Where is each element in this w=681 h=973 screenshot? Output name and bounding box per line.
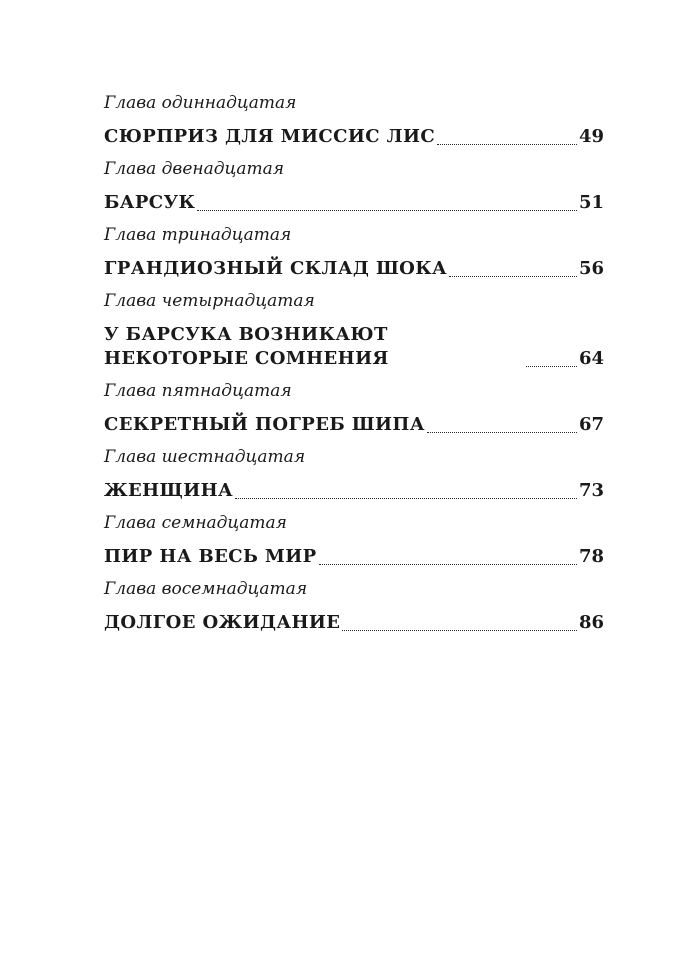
page-number: 64 — [578, 348, 604, 369]
dot-leader — [427, 432, 577, 433]
dot-leader — [319, 564, 577, 565]
chapter-label: Глава двенадцатая — [104, 159, 284, 179]
chapter-title: ЖЕНЩИНА — [104, 480, 234, 501]
dot-leader — [235, 498, 577, 499]
toc-title-row — [104, 249, 604, 291]
dot-leader — [437, 144, 577, 145]
chapter-title: ГРАНДИОЗНЫЙ СКЛАД ШОКА — [104, 258, 448, 279]
chapter-title: ДОЛГОЕ ОЖИДАНИЕ — [104, 612, 341, 633]
toc-title-row — [104, 471, 604, 513]
page-number: 49 — [578, 126, 604, 147]
toc-title-row — [104, 183, 604, 225]
toc-title-row — [104, 315, 604, 381]
toc-entry — [104, 225, 604, 291]
chapter-title: СЕКРЕТНЫЙ ПОГРЕБ ШИПА — [104, 414, 425, 435]
chapter-label: Глава восемнадцатая — [104, 579, 308, 599]
chapter-label: Глава одиннадцатая — [104, 93, 297, 113]
chapter-label: Глава семнадцатая — [104, 513, 287, 533]
toc-entry — [104, 447, 604, 513]
dot-leader — [342, 630, 577, 631]
page-number: 51 — [578, 192, 604, 213]
toc-entry — [104, 291, 604, 381]
chapter-title: ПИР НА ВЕСЬ МИР — [104, 546, 317, 567]
page-number: 78 — [578, 546, 604, 567]
toc-title-row — [104, 603, 604, 645]
dot-leader — [197, 210, 577, 211]
chapter-label: Глава шестнадцатая — [104, 447, 306, 467]
page-number: 73 — [578, 480, 604, 501]
chapter-title: БАРСУК — [104, 192, 196, 213]
chapter-label: Глава четырнадцатая — [104, 291, 315, 311]
chapter-title: У БАРСУКА ВОЗНИКАЮТ НЕКОТОРЫЕ СОМНЕНИЯ — [104, 324, 389, 369]
toc-title-row — [104, 537, 604, 579]
chapter-label: Глава пятнадцатая — [104, 381, 292, 401]
toc-entry — [104, 159, 604, 225]
chapter-label: Глава тринадцатая — [104, 225, 292, 245]
chapter-title: СЮРПРИЗ ДЛЯ МИССИС ЛИС — [104, 126, 436, 147]
toc-entry — [104, 381, 604, 447]
page-number: 86 — [578, 612, 604, 633]
toc-entry — [104, 513, 604, 579]
page-number: 56 — [578, 258, 604, 279]
dot-leader — [449, 276, 577, 277]
toc-entry — [104, 93, 604, 159]
page-number: 67 — [578, 414, 604, 435]
dot-leader — [526, 366, 577, 367]
toc-title-row — [104, 117, 604, 159]
toc-title-row — [104, 405, 604, 447]
table-of-contents — [104, 93, 604, 645]
toc-entry — [104, 579, 604, 645]
